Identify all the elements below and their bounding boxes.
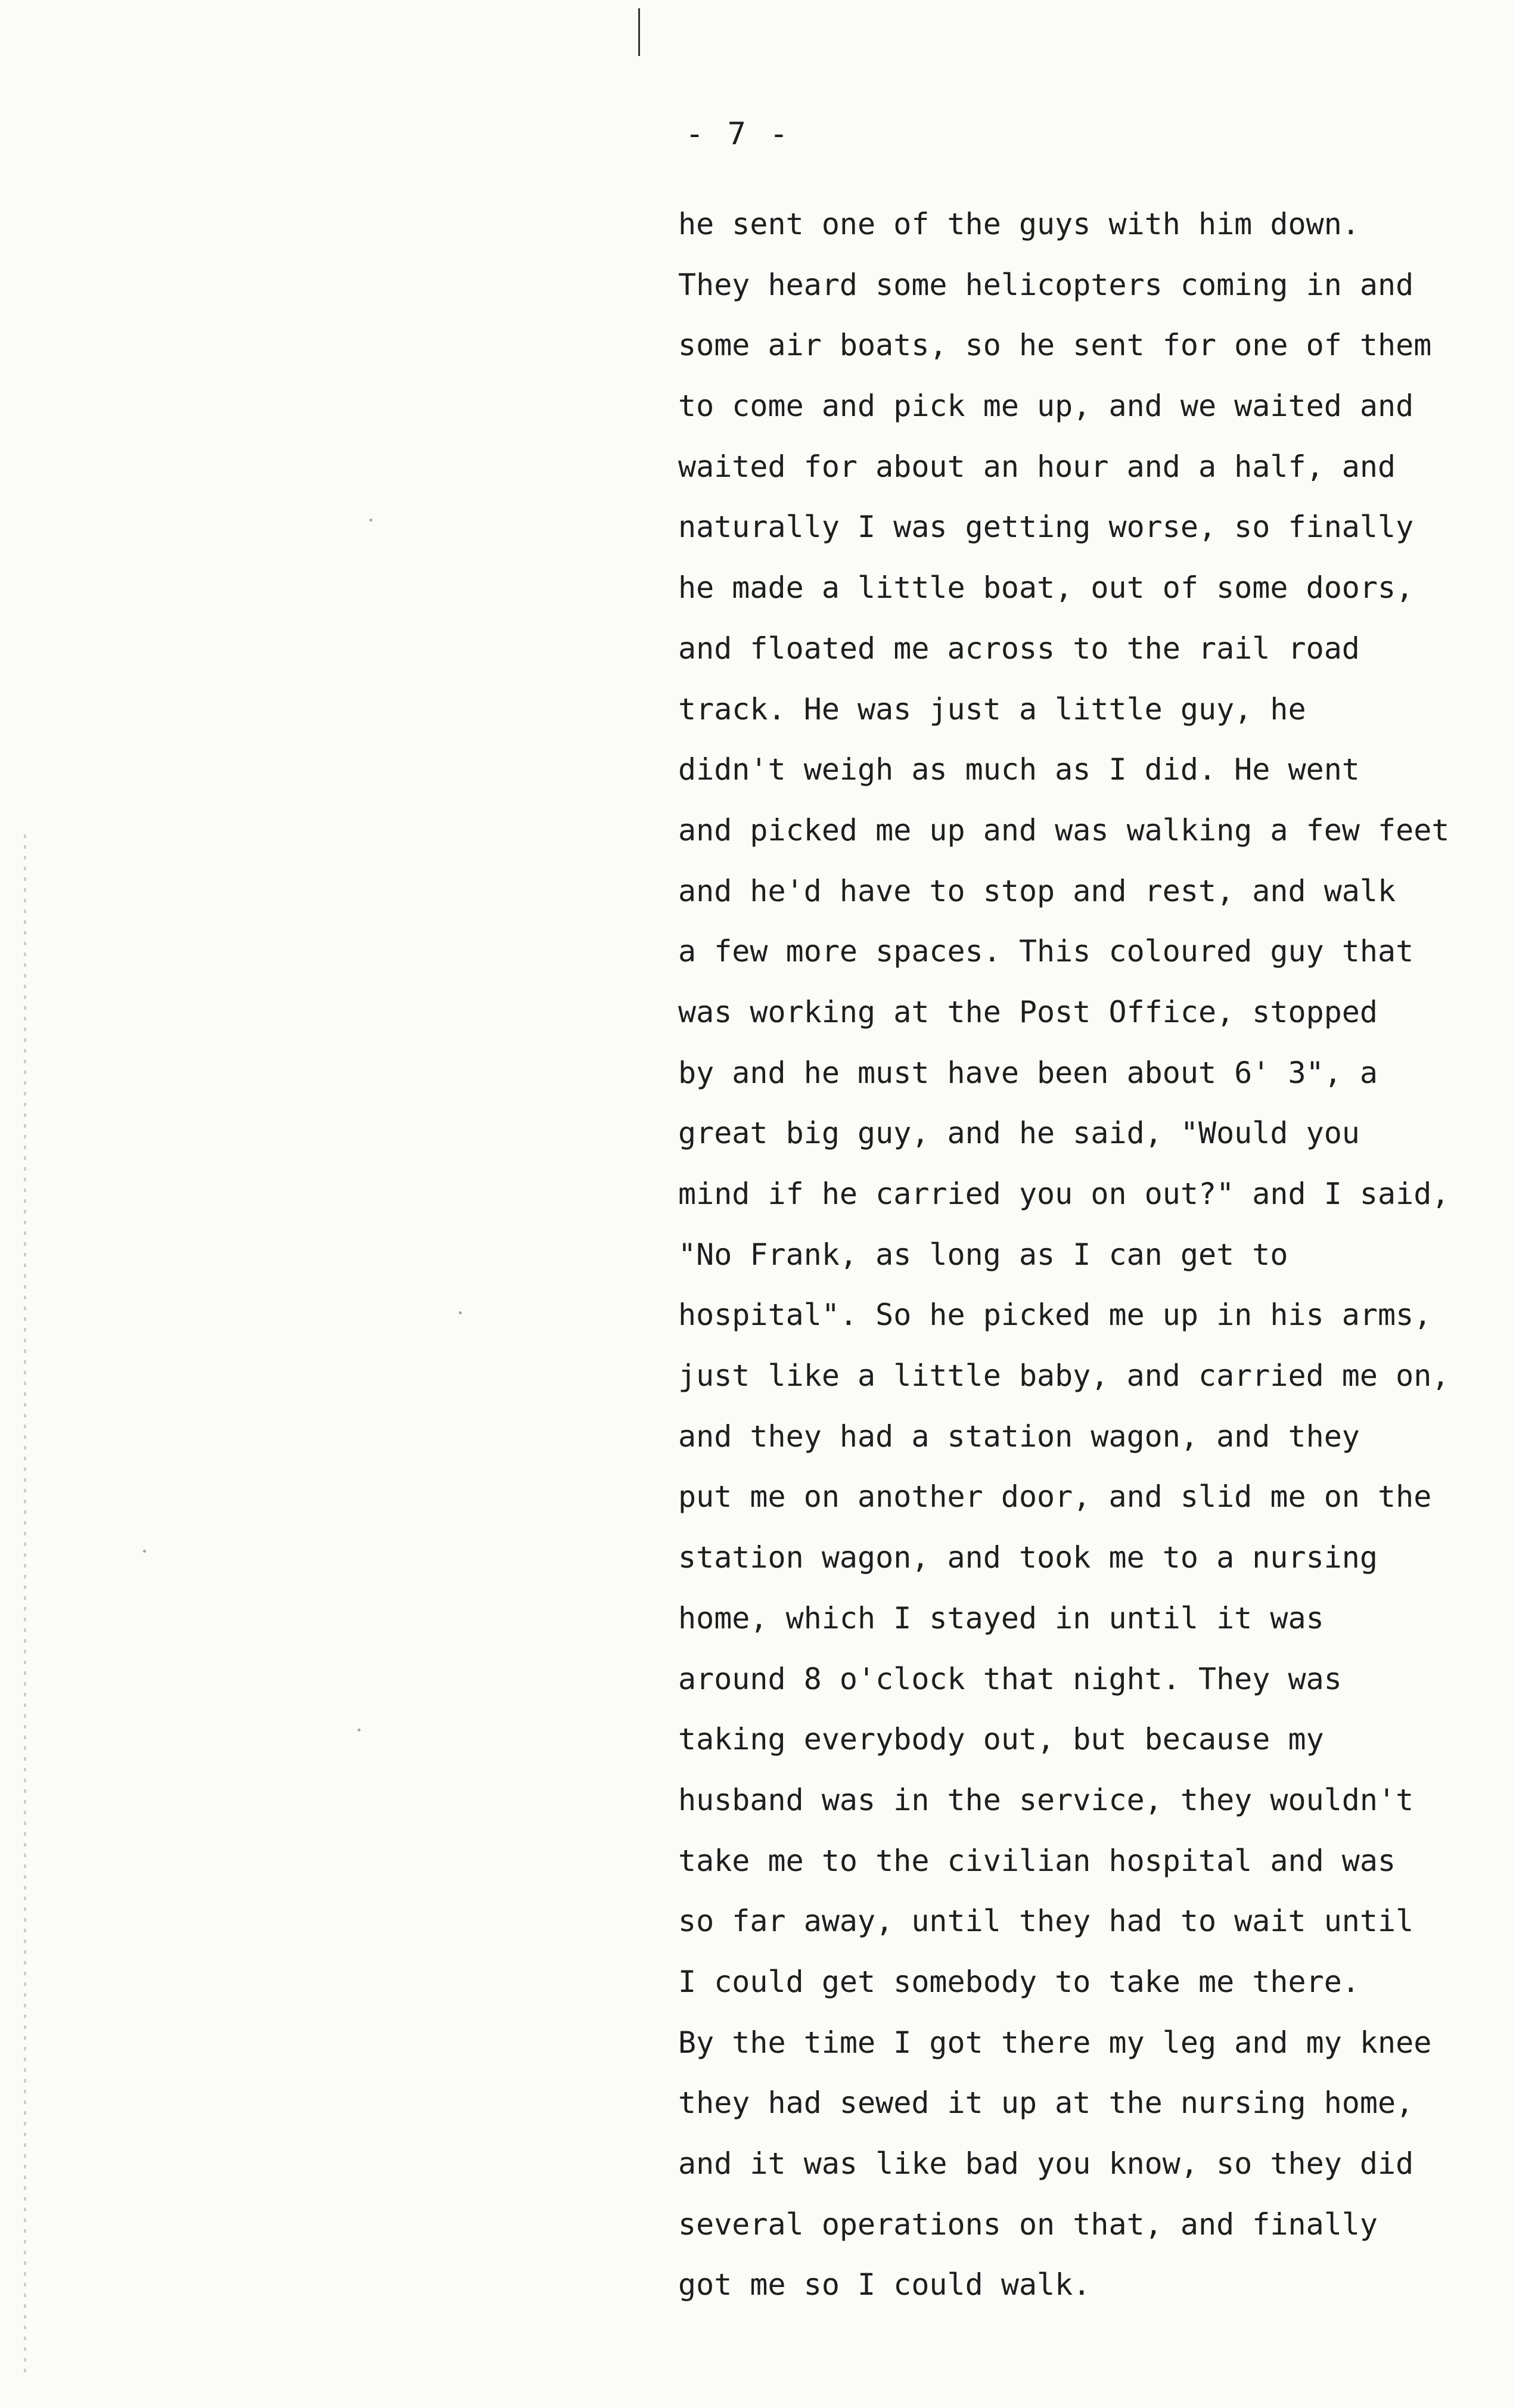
paper-speck [143, 1550, 146, 1553]
text-line: naturally I was getting worse, so finally [678, 510, 1414, 545]
typed-text-body [678, 206, 1506, 2328]
text-line: track. He was just a little guy, he [678, 691, 1306, 727]
text-line: they had sewed it up at the nursing home, [678, 2086, 1414, 2121]
text-line: got me so I could walk. [678, 2267, 1091, 2303]
text-line: great big guy, and he said, "Would you [678, 1116, 1360, 1151]
text-line: several operations on that, and finally [678, 2207, 1378, 2242]
text-line: and they had a station wagon, and they [678, 1419, 1360, 1454]
text-line: just like a little baby, and carried me on, [678, 1358, 1450, 1394]
text-line: "No Frank, as long as I can get to [678, 1237, 1288, 1272]
text-line: and he'd have to stop and rest, and walk [678, 873, 1396, 908]
text-line: hospital". So he picked me up in his arms, [678, 1298, 1432, 1333]
text-line: some air boats, so he sent for one of them [678, 328, 1432, 363]
paper-speck [459, 1311, 462, 1314]
text-line: by and he must have been about 6' 3", a [678, 1055, 1378, 1090]
text-line: waited for about an hour and a half, and [678, 449, 1396, 484]
text-line: and picked me up and was walking a few feet [678, 812, 1450, 848]
text-line: By the time I got there my leg and my knee [678, 2025, 1432, 2060]
text-line: I could get somebody to take me there. [678, 1964, 1360, 1999]
top-edge-mark [638, 8, 640, 56]
text-line: didn't weigh as much as I did. He went [678, 752, 1360, 787]
text-line: taking everybody out, but because my [678, 1722, 1324, 1757]
text-line: mind if he carried you on out?" and I said, [678, 1177, 1450, 1211]
page-number: - 7 - [685, 116, 791, 152]
text-line: station wagon, and took me to a nursing [678, 1540, 1378, 1575]
text-line: was working at the Post Office, stopped [678, 994, 1378, 1029]
left-margin-binding-marks [24, 834, 26, 2372]
text-line: husband was in the service, they wouldn't [678, 1782, 1414, 1817]
text-line: around 8 o'clock that night. They was [678, 1661, 1342, 1696]
text-line: They heard some helicopters coming in and [678, 267, 1414, 302]
paper-speck [369, 519, 372, 522]
text-line: put me on another door, and slid me on the [678, 1479, 1432, 1515]
text-line: and it was like bad you know, so they did [678, 2146, 1414, 2181]
text-line: home, which I stayed in until it was [678, 1600, 1324, 1636]
text-line: he made a little boat, out of some doors, [678, 570, 1414, 606]
text-line: to come and pick me up, and we waited and [678, 389, 1414, 424]
text-line: take me to the civilian hospital and was [678, 1843, 1396, 1878]
text-line: he sent one of the guys with him down. [678, 207, 1360, 241]
paper-speck [358, 1729, 361, 1731]
text-line: so far away, until they had to wait until [678, 1904, 1414, 1939]
text-line: and floated me across to the rail road [678, 631, 1360, 666]
text-line: a few more spaces. This coloured guy that [678, 934, 1414, 969]
